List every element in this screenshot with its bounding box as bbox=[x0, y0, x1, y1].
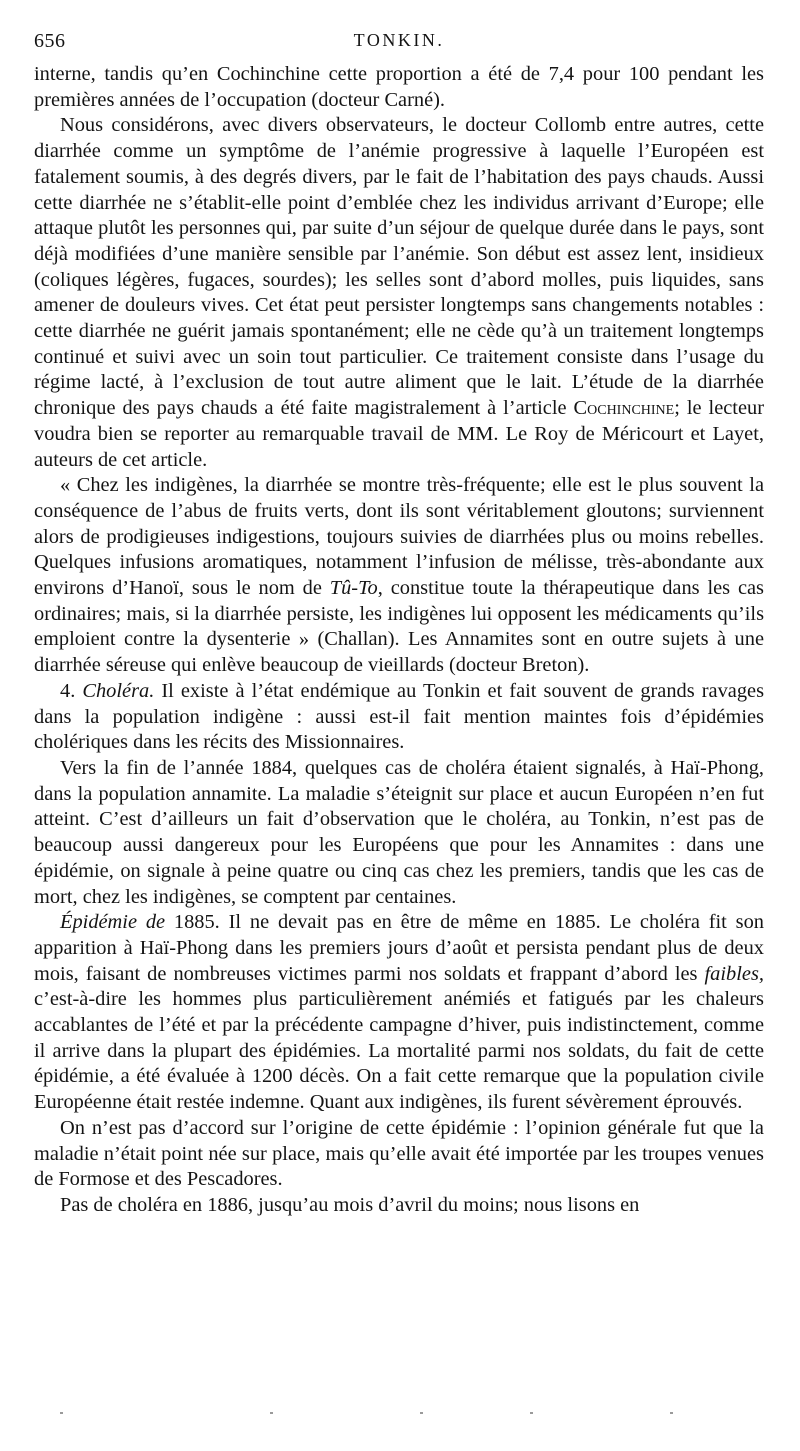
scan-noise-marks bbox=[60, 1412, 760, 1420]
paragraph bbox=[34, 679, 764, 756]
paragraph bbox=[34, 756, 764, 910]
text-run: 1885. Il ne devait pas en être de même en 1885. Le choléra fit son apparition à Haï-Phong dans les premiers jours d’août et persista pendant plus de deux mois, faisant de nombreuses victimes parmi nos soldats et frappant d’abord les bbox=[34, 911, 764, 985]
italic-text: faibles, bbox=[704, 962, 764, 985]
running-title: TONKIN. bbox=[353, 30, 445, 50]
smallcaps-text: Cochinchine bbox=[573, 397, 675, 420]
paragraph bbox=[34, 473, 764, 679]
paragraph bbox=[34, 62, 764, 113]
text-run: ; le lecteur voudra bien se reporter au remarquable travail de MM. Le Roy de Méricourt et Layet, auteurs de cet article. bbox=[34, 397, 765, 471]
text-run: c’est-à-dire les hommes plus particulièrement anémiés et fatigués par les chaleurs accablantes de l’été et par la précédente campagne d’hiver, puis indistinctement, comme il arrive dans la plupart des épidémies. La mortalité parmi nos soldats, du fait de cette épidémie, a été évaluée à 1200 décès. On a fait cette remarque que la population civile Européenne était restée indemne. Quant aux indigènes, ils furent sévèrement éprouvés. bbox=[34, 988, 764, 1114]
page-header bbox=[34, 30, 764, 58]
italic-text: Épidémie de bbox=[60, 911, 166, 934]
body-text bbox=[34, 62, 764, 1219]
paragraph bbox=[34, 1116, 764, 1193]
text-run: Il existe à l’état endémique au Tonkin et fait souvent de grands ravages dans la population indigène : aussi est-il fait mention maintes fois d’épidémies cholériques dans les récits des Missionnaires. bbox=[34, 679, 765, 754]
page-number: 656 bbox=[34, 30, 66, 52]
text-run: interne, tandis qu’en Cochinchine cette proportion a été de 7,4 pour 100 pendant les premières années de l’occupation (docteur Carné). bbox=[34, 63, 764, 111]
text-run: « Chez les indigènes, la diarrhée se montre très-fréquente; elle est le plus souvent la conséquence de l’abus de fruits verts, dont ils sont véritablement gloutons; surviennent alors de prodigieuses indigestions, toujours suivies de diarrhées plus ou moins rebelles. Quelques infusions aromatiques, notamment l’infusion de mélisse, très-abondante aux environs d’Hanoï, sous le nom de bbox=[34, 474, 764, 600]
text-run: Pas de choléra en 1886, jusqu’au mois d’avril du moins; nous lisons en bbox=[60, 1193, 640, 1216]
text-run: 4. bbox=[60, 679, 83, 702]
italic-text: Tû-To bbox=[329, 577, 378, 600]
text-run: Nous considérons, avec divers observateurs, le docteur Collomb entre autres, cette diarrhée comme un symptôme de l’anémie progressive à laquelle l’Européen est fatalement soumis, à des degrés divers, par le fait de l’habitation des pays chauds. Aussi cette diarrhée ne s’établit-elle point d’emblée chez les individus arrivant d’Europe; elle attaque plutôt les personnes qui, par suite d’un séjour de quelque durée dans le pays, sont déjà modifiées d’une manière sensible par l’anémie. Son début est assez lent, insidieux (coliques légères, fugaces, sourdes); les selles sont d’abord molles, puis liquides, sans amener de douleurs vives. Cet état peut persister longtemps sans changements notables : cette diarrhée ne guérit jamais spontanément; elle ne cède qu’à un traitement longtemps continué et suivi avec un soin tout particulier. Ce traitement consiste dans l’usage du régime lacté, à l’exclusion de tout autre aliment que le lait. L’étude de la diarrhée chronique des pays chauds a été faite magistralement à l’article bbox=[34, 114, 764, 420]
paragraph bbox=[34, 1193, 764, 1219]
text-run: Vers la fin de l’année 1884, quelques cas de choléra étaient signalés, à Haï-Phong, dans la population annamite. La maladie s’éteignit sur place et aucun Européen n’en fut atteint. C’est d’ailleurs un fait d’observation que le choléra, au Tonkin, n’est pas de beaucoup aussi dangereux pour les Européens que pour les Annamites : dans une épidémie, on signale à peine quatre ou cinq cas chez les premiers, tandis que les cas de mort, chez les indigènes, se comptent par centaines. bbox=[34, 756, 764, 908]
paragraph bbox=[34, 910, 764, 1116]
italic-text: Choléra. bbox=[82, 679, 155, 702]
paragraph bbox=[34, 113, 764, 473]
text-run: , constitue toute la thérapeutique dans les cas ordinaires; mais, si la diarrhée persiste, les indigènes lui opposent les médicaments qu’ils emploient contre la dysenterie » (Challan). Les Annamites sont en outre sujets à une diarrhée séreuse qui enlève beaucoup de vieillards (docteur Breton). bbox=[34, 577, 764, 677]
text-run: On n’est pas d’accord sur l’origine de cette épidémie : l’opinion générale fut que la maladie n’était point née sur place, mais qu’elle avait été importée par les troupes venues de Formose et des Pescadores. bbox=[34, 1116, 764, 1191]
